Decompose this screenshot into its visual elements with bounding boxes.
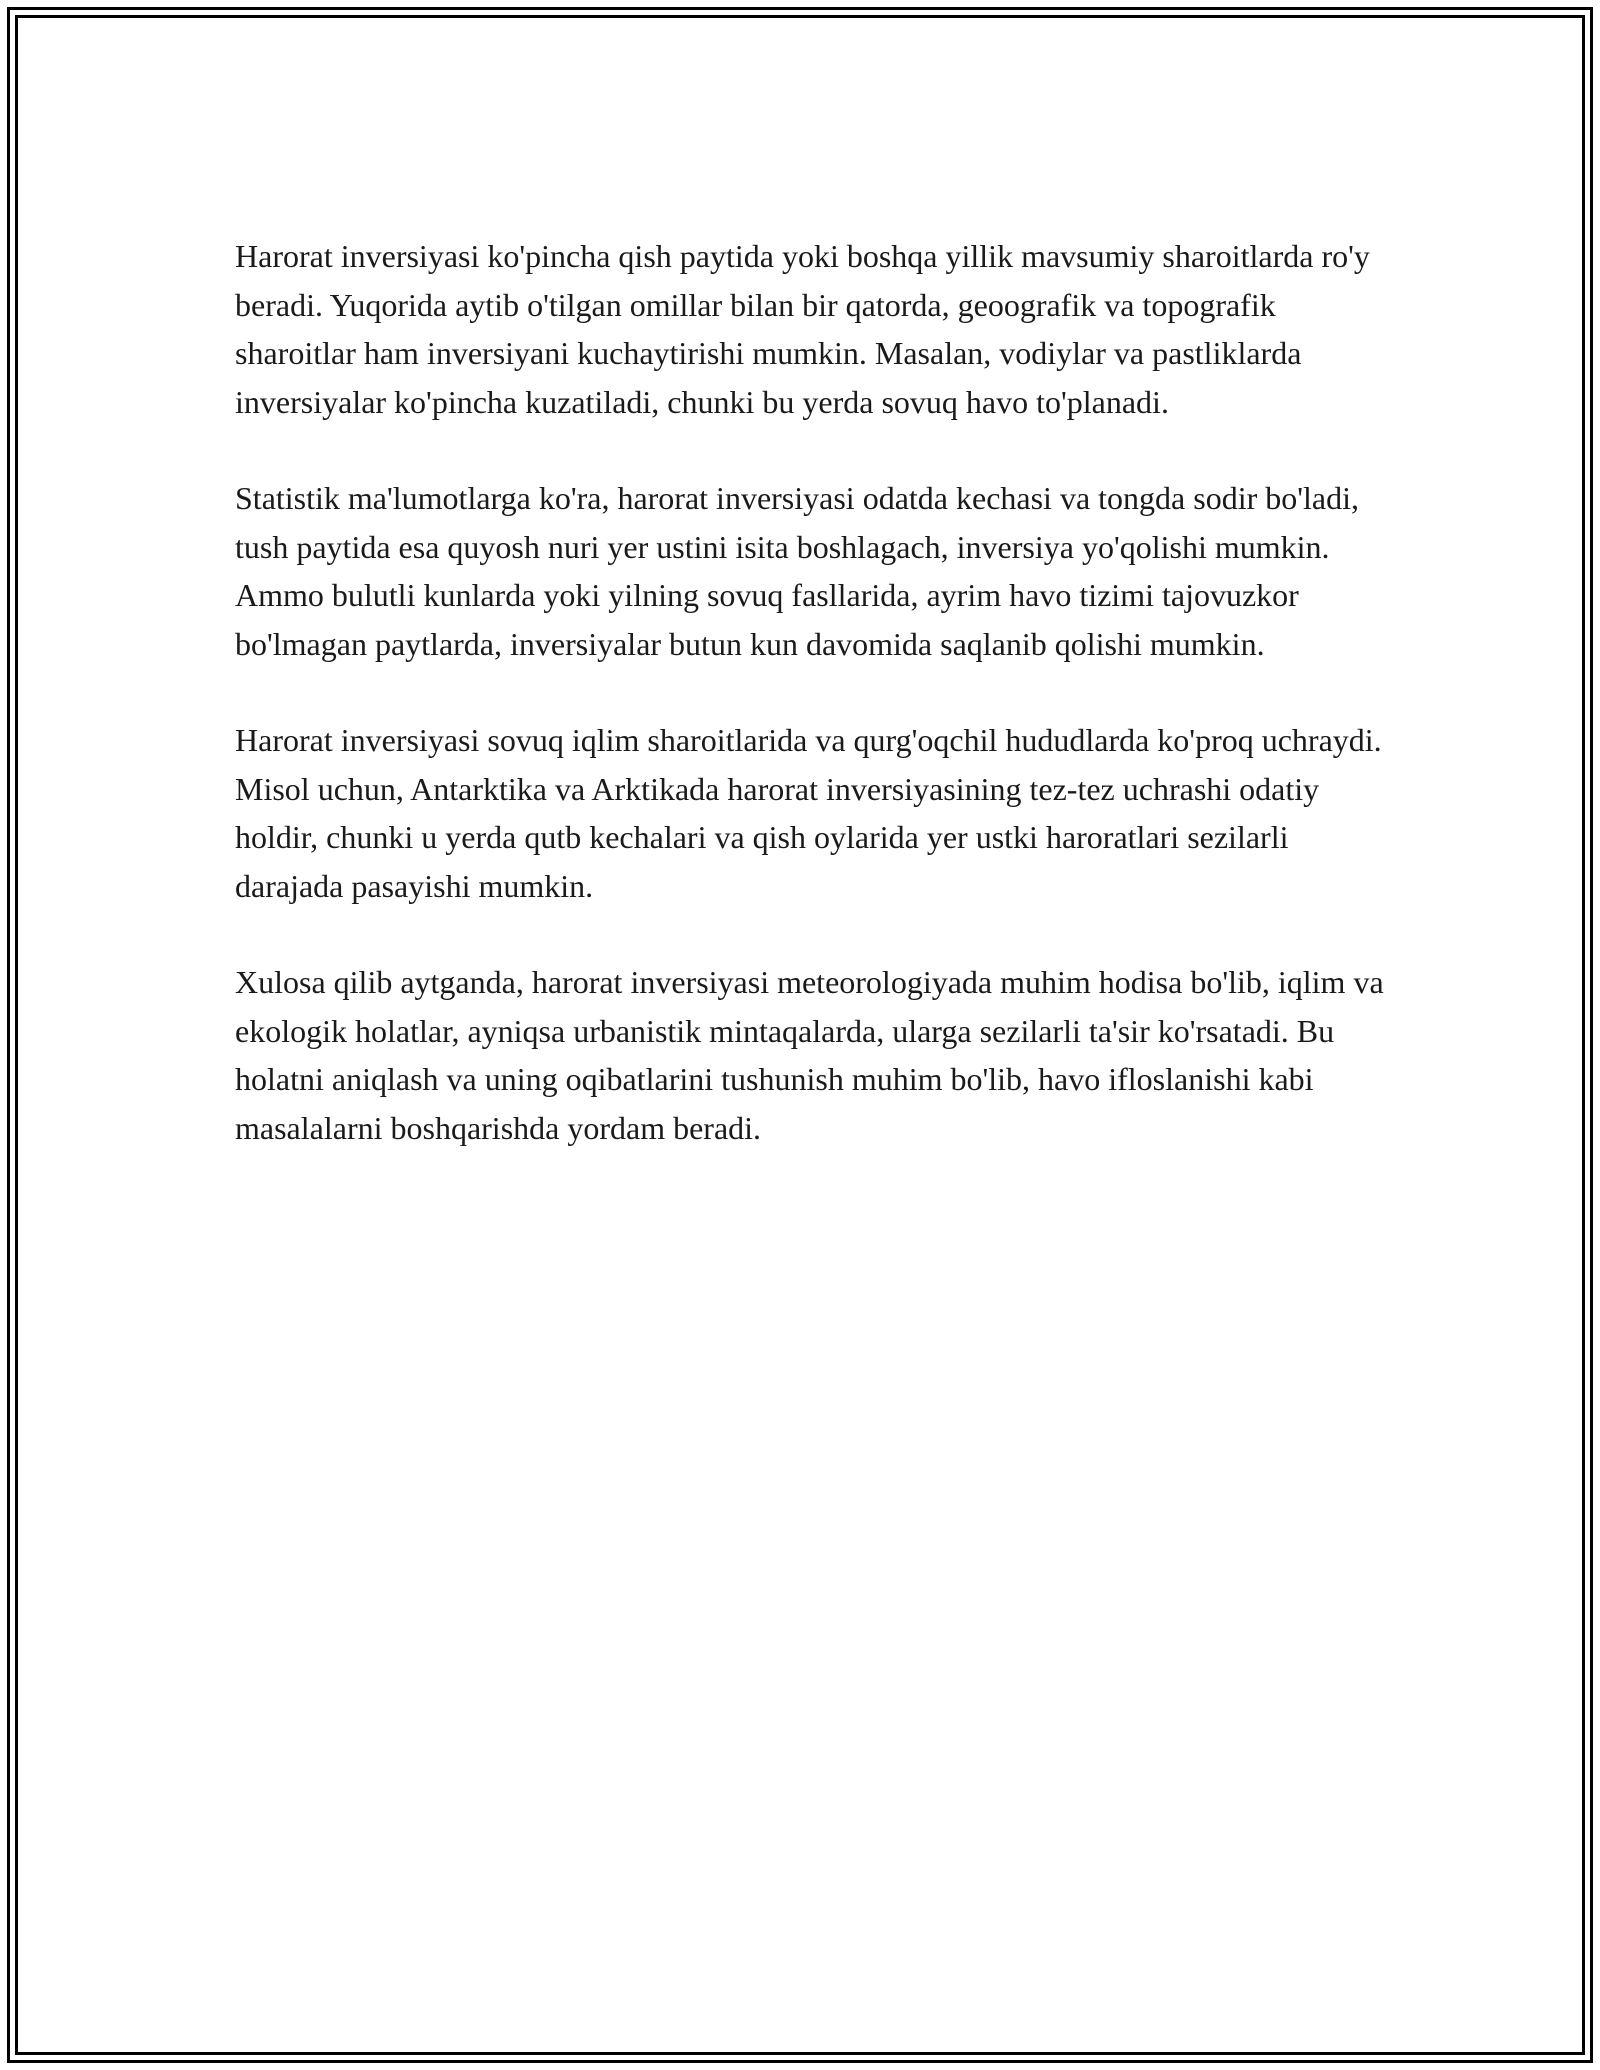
paragraph-4: Xulosa qilib aytganda, harorat inversiyasi meteorologiyada muhim hodisa bo'lib, iqlim va ekologik holatlar, ayniqsa urbanistik mintaqalarda, ularga sezilarli ta'sir ko'rsatadi. Bu holatni aniqlash va uning oqibatlarini tushunish muhim bo'lib, havo ifloslanishi kabi masalalarni boshqarishda yordam beradi. [235,964,1384,1146]
paragraph-2: Statistik ma'lumotlarga ko'ra, harorat inversiyasi odatda kechasi va tongda sodir bo'ladi, tush paytida esa quyosh nuri yer ustini isita boshlagach, inversiya yo'qolishi mumkin. Ammo bulutli kunlarda yoki yilning sovuq fasllarida, ayrim havo tizimi tajovuzkor bo'lmagan paytlarda, inversiyalar butun kun davomida saqlanib qolishi mumkin. [235,480,1359,662]
document-body [235,232,1385,1200]
paragraph-1: Harorat inversiyasi ko'pincha qish paytida yoki boshqa yillik mavsumiy sharoitlarda ro'y beradi. Yuqorida aytib o'tilgan omillar bilan bir qatorda, geoografik va topografik sharoitlar ham inversiyani kuchaytirishi mumkin. Masalan, vodiylar va pastliklarda inversiyalar ko'pincha kuzatiladi, chunki bu yerda sovuq havo to'planadi. [235,238,1370,420]
paragraph-3: Harorat inversiyasi sovuq iqlim sharoitlarida va qurg'oqchil hududlarda ko'proq uchraydi. Misol uchun, Antarktika va Arktikada harorat inversiyasining tez-tez uchrashi odatiy holdir, chunki u yerda qutb kechalari va qish oylarida yer ustki haroratlari sezilarli darajada pasayishi mumkin. [235,722,1382,904]
